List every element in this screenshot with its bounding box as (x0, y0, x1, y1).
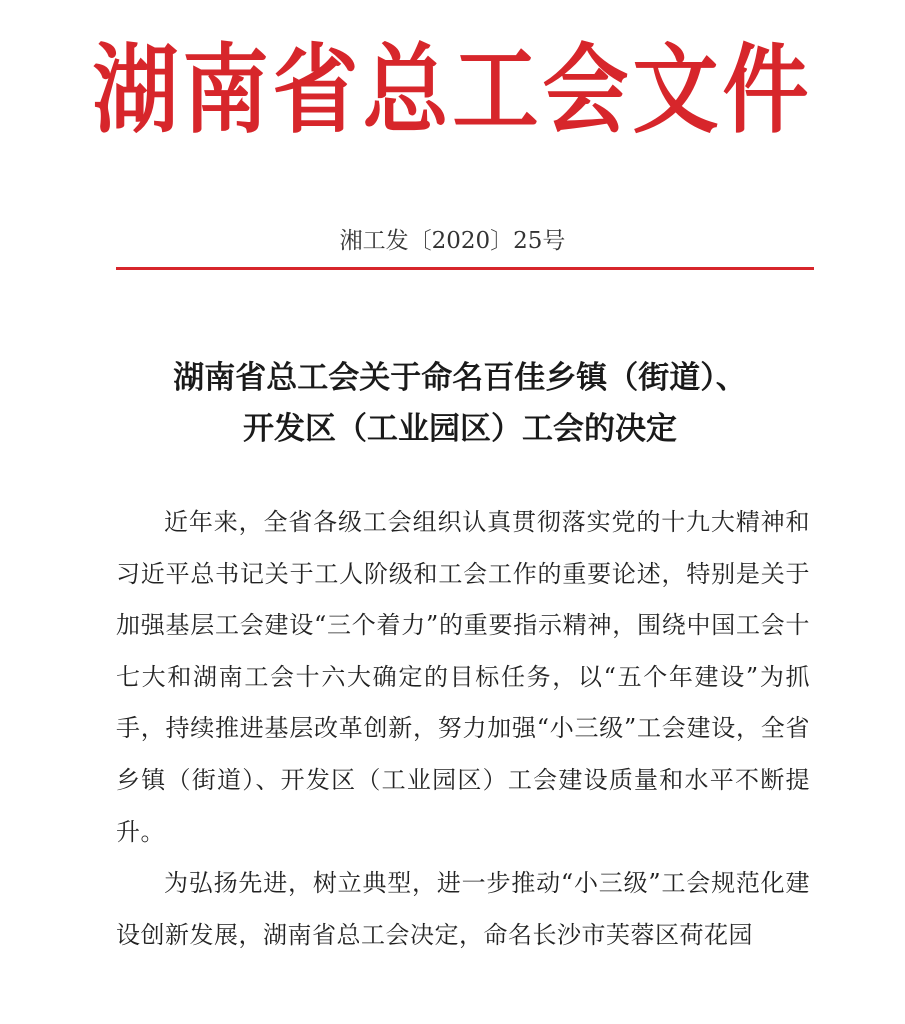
document-title-line-2: 开发区（工业园区）工会的决定 (243, 411, 677, 447)
red-divider-rule (116, 267, 814, 270)
document-title-line-1: 湖南省总工会关于命名百佳乡镇（街道）、 (173, 360, 747, 396)
document-body (116, 497, 810, 961)
document-number: 湘工发〔2020〕25号 (339, 228, 566, 254)
document-masthead: 湖南省总工会文件 (92, 34, 813, 147)
body-paragraph: 为弘扬先进，树立典型，进一步推动“小三级”工会规范化建设创新发展，湖南省总工会决定，命名长沙市芙蓉区荷花园 (116, 869, 810, 949)
body-paragraph: 近年来，全省各级工会组织认真贯彻落实党的十九大精神和习近平总书记关于工人阶级和工会工作的重要论述，特别是关于加强基层工会建设“三个着力”的重要指示精神，围绕中国工会十七大和湖南工会十六大确定的目标任务，以“五个年建设”为抓手，持续推进基层改革创新，努力加强“小三级”工会建设，全省乡镇（街道）、开发区（工业园区）工会建设质量和水平不断提升。 (116, 508, 810, 846)
document-title (90, 353, 830, 455)
